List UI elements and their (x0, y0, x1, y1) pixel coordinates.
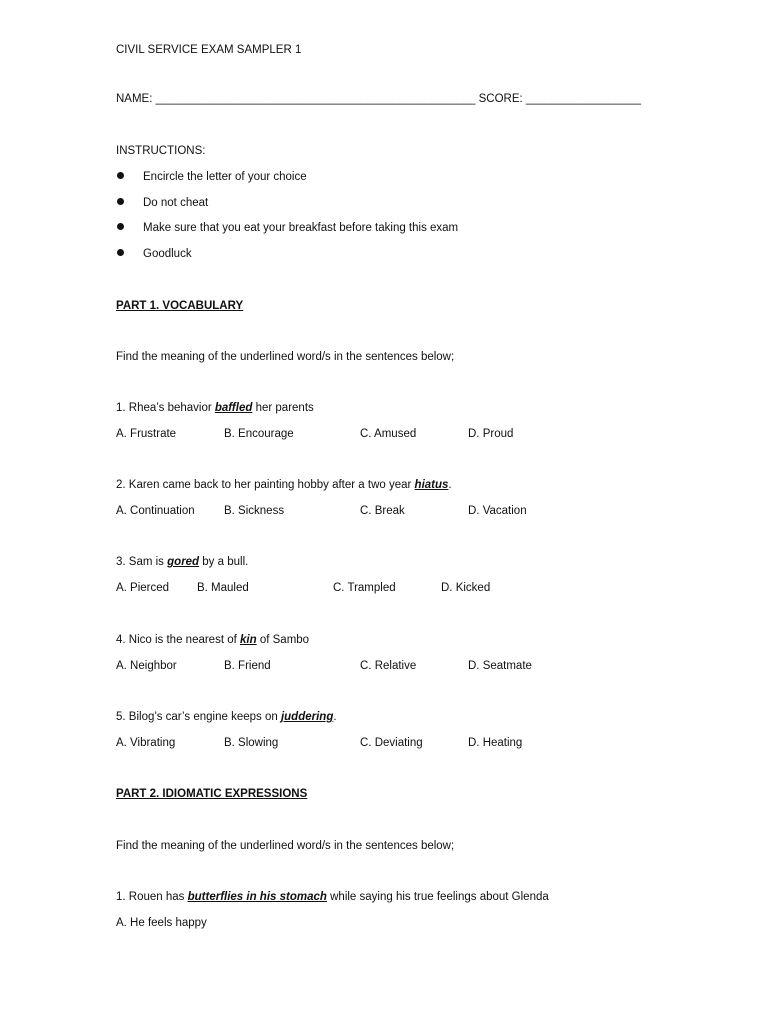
question-text: 2. Karen came back to her painting hobby after a two year (116, 479, 415, 491)
choice-b: B. Slowing (224, 737, 279, 749)
instruction-item: Make sure that you eat your breakfast before taking this exam (143, 222, 459, 234)
question-text: of Sambo (256, 634, 310, 646)
choice-d: D. Proud (468, 428, 514, 440)
question-text: 1. Rhea’s behavior (116, 402, 215, 414)
choice-c: C. Trampled (333, 582, 396, 594)
underlined-word: gored (167, 556, 200, 568)
name-field-label: NAME: __________________________________________________ (116, 93, 476, 105)
underlined-word: kin (240, 634, 257, 646)
question-3 (116, 555, 248, 569)
part2-directions: Find the meaning of the underlined word/s in the sentences below; (116, 840, 455, 852)
choice-d: D. Vacation (468, 505, 527, 517)
choice-a: A. Neighbor (116, 660, 177, 672)
question-1 (116, 401, 314, 415)
question-text: . (448, 479, 452, 491)
underlined-word: butterflies in his stomach (187, 891, 327, 903)
question-text: 1. Rouen has (116, 891, 188, 903)
question-text: by a bull. (199, 556, 249, 568)
idiom-question-1 (116, 890, 549, 904)
part1-directions: Find the meaning of the underlined word/s in the sentences below; (116, 351, 455, 363)
choice-b: B. Mauled (197, 582, 249, 594)
instruction-item: Encircle the letter of your choice (143, 171, 307, 183)
question-text: 4. Nico is the nearest of (116, 634, 241, 646)
bullet-icon (117, 198, 124, 205)
question-text: 5. Bilog’s car’s engine keeps on (116, 711, 281, 723)
choice-c: C. Break (360, 505, 405, 517)
document-title: CIVIL SERVICE EXAM SAMPLER 1 (116, 44, 302, 56)
choice-a: A. Continuation (116, 505, 195, 517)
question-text: her parents (252, 402, 314, 414)
question-5 (116, 710, 337, 724)
underlined-word: juddering (280, 711, 334, 723)
name-score-line (116, 92, 641, 106)
choice-a: A. He feels happy (116, 917, 207, 929)
part2-heading: PART 2. IDIOMATIC EXPRESSIONS (116, 788, 308, 800)
part1-heading: PART 1. VOCABULARY (116, 300, 244, 312)
choice-b: B. Encourage (224, 428, 294, 440)
choice-d: D. Seatmate (468, 660, 532, 672)
choice-a: A. Vibrating (116, 737, 176, 749)
choice-a: A. Pierced (116, 582, 170, 594)
bullet-icon (117, 223, 124, 230)
bullet-icon (117, 172, 124, 179)
question-4 (116, 633, 309, 647)
bullet-icon (117, 249, 124, 256)
question-text: while saying his true feelings about Glenda (326, 891, 549, 903)
instruction-item: Goodluck (143, 248, 192, 260)
choice-b: B. Friend (224, 660, 271, 672)
underlined-word: baffled (214, 402, 253, 414)
score-field-label: SCORE: __________________ (478, 93, 642, 105)
instruction-item: Do not cheat (143, 197, 209, 209)
question-text: . (333, 711, 337, 723)
question-text: 3. Sam is (116, 556, 168, 568)
choice-a: A. Frustrate (116, 428, 177, 440)
choice-c: C. Deviating (360, 737, 423, 749)
choice-b: B. Sickness (224, 505, 285, 517)
choice-c: C. Amused (360, 428, 417, 440)
choice-d: D. Kicked (441, 582, 491, 594)
underlined-word: hiatus (414, 479, 449, 491)
instructions-label: INSTRUCTIONS: (116, 145, 206, 157)
question-2 (116, 478, 452, 492)
choice-c: C. Relative (360, 660, 417, 672)
choice-d: D. Heating (468, 737, 523, 749)
